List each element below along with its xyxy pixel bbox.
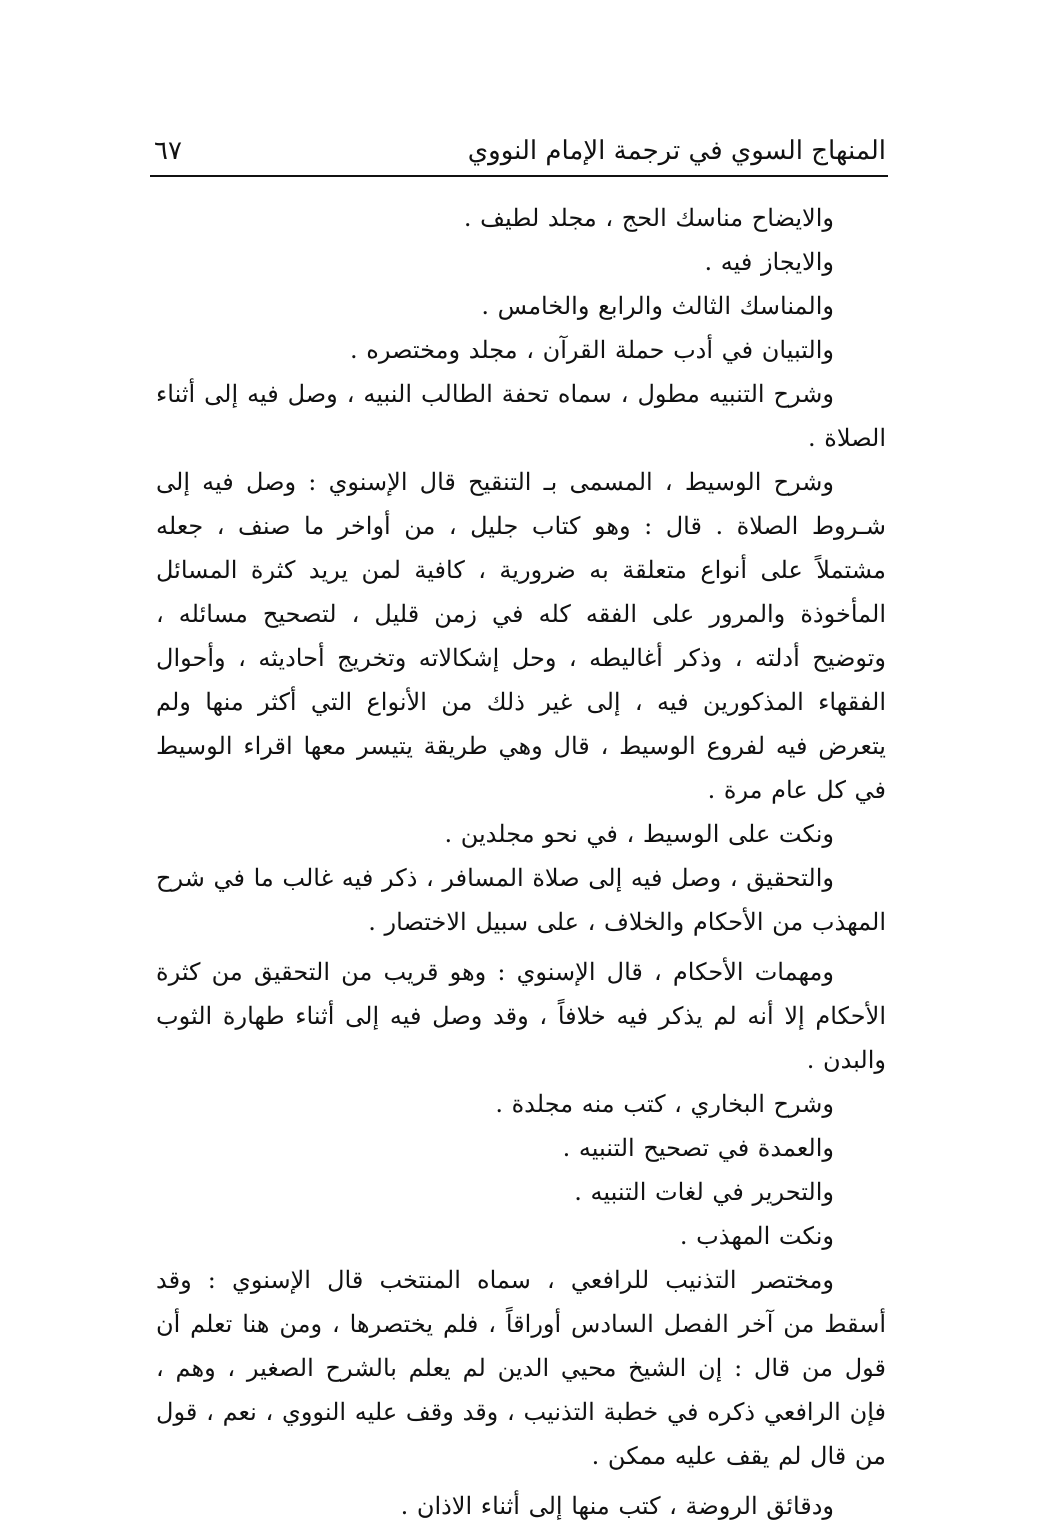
paragraph-manasik: والمناسك الثالث والرابع والخامس . xyxy=(481,292,834,320)
paragraph-nukat-wasit: ونكت على الوسيط ، في نحو مجلدين . xyxy=(444,820,834,848)
paragraph-muhimmat: ومهمات الأحكام ، قال الإسنوي : وهو قريب من التحقيق من كثرة الأحكام إلا أنه لم يذكر فيه خلافاً ، وقد وصل فيه إلى أثناء طهارة الثوب والبدن . xyxy=(156,958,886,1074)
paragraph-sharh-bukhari: وشرح البخاري ، كتب منه مجلدة . xyxy=(495,1090,834,1118)
paragraph-umda: والعمدة في تصحيح التنبيه . xyxy=(562,1134,834,1162)
paragraph-mukhtasar-tadhnib: ومختصر التذنيب للرافعي ، سماه المنتخب قال الإسنوي : وقد أسقط من آخر الفصل السادس أوراقاً ، فلم يختصرها ، ومن هنا تعلم أن قول من قال : إن الشيخ محيي الدين لم يعلم بالشرح الصغير ، وهم ، فإن الرافعي ذكره في خطبة التذنيب ، وقد وقف عليه النووي ، نعم ، قول من قال لم يقف عليه ممكن . xyxy=(156,1266,886,1470)
paragraph-nukat-muhadhdhab: ونكت المهذب . xyxy=(679,1222,834,1250)
paragraph-tahqiq: والتحقيق ، وصل فيه إلى صلاة المسافر ، ذكر فيه غالب ما في شرح المهذب من الأحكام والخلاف ، على سبيل الاختصار . xyxy=(156,864,886,936)
paragraph-sharh-tanbih: وشرح التنبيه مطول ، سماه تحفة الطالب النبيه ، وصل فيه إلى أثناء الصلاة . xyxy=(156,380,886,452)
paragraph-idah: والايضاح مناسك الحج ، مجلد لطيف . xyxy=(463,204,834,232)
running-head xyxy=(152,128,886,172)
header-divider xyxy=(150,175,888,177)
body-text xyxy=(156,196,886,1528)
paragraph-tahrir: والتحرير في لغات التنبيه . xyxy=(574,1178,834,1206)
paragraph-tibyan: والتبيان في أدب حملة القرآن ، مجلد ومختصره . xyxy=(350,336,834,364)
paragraph-daqaiq-rawda: ودقائق الروضة ، كتب منها إلى أثناء الاذان . xyxy=(400,1492,834,1520)
running-title: المنهاج السوي في ترجمة الإمام النووي xyxy=(467,136,886,166)
paragraph-sharh-wasit: وشرح الوسيط ، المسمى بـ التنقيح قال الإسنوي : وصل فيه إلى شـروط الصلاة . قال : وهو كتاب جليل ، من أواخر ما صنف ، جعله مشتملاً على أنواع متعلقة به ضرورية ، كافية لمن يريد كثرة المسائل المأخوذة والمرور على الفقه كله في زمن قليل ، لتصحيح مسائله ، وتوضيح أدلته ، وذكر أغاليطه ، وحل إشكالاته وتخريج أحاديثه ، وأحوال الفقهاء المذكورين فيه ، إلى غير ذلك من الأنواع التي أكثر منها ولم يتعرض فيه لفروع الوسيط ، قال وهي طريقة يتيسر معها اقراء الوسيط في كل عام مرة . xyxy=(156,468,886,804)
paragraph-ijaz: والايجاز فيه . xyxy=(704,248,834,276)
page-number: ٦٧ xyxy=(154,136,182,166)
